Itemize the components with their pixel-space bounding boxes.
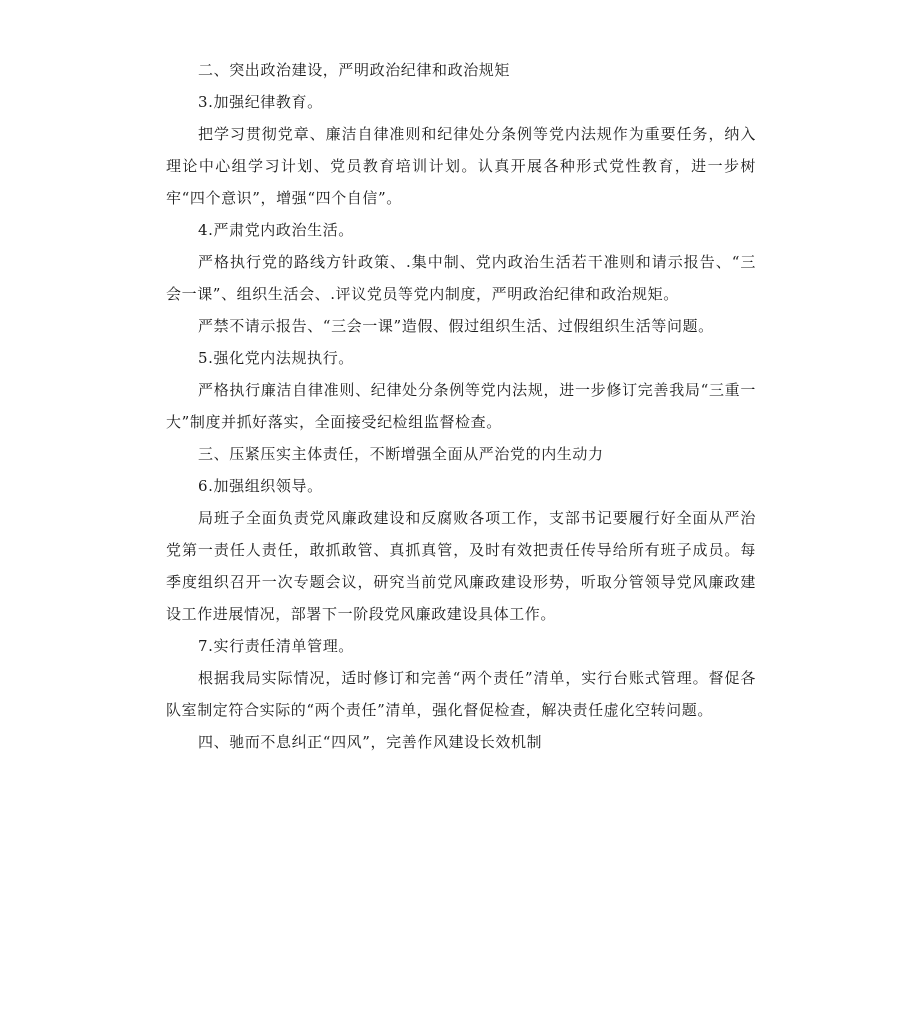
item-heading-6: 6.加强组织领导。	[198, 477, 323, 495]
paragraph-organizational-leadership: 局班子全面负责党风廉政建设和反腐败各项工作，支部书记要履行好全面从严治党第一责任人责任，敢抓敢管、真抓真管，及时有效把责任传导给所有班子成员。每季度组织召开一次专题会议，研究当前党风廉政建设形势，听取分管领导党风廉政建设工作进展情况，部署下一阶段党风廉政建设具体工作。	[166, 509, 756, 623]
section-heading-3: 三、压紧压实主体责任，不断增强全面从严治党的内生动力	[198, 445, 604, 463]
item-heading-4: 4.严肃党内政治生活。	[198, 221, 354, 239]
item-heading-5: 5.强化党内法规执行。	[198, 349, 354, 367]
section-heading-4: 四、驰而不息纠正“四风”，完善作风建设长效机制	[198, 733, 543, 751]
item-heading-7: 7.实行责任清单管理。	[198, 637, 354, 655]
document-body	[166, 54, 756, 758]
paragraph-political-life: 严格执行党的路线方针政策、.集中制、党内政治生活若干准则和请示报告、“三会一课”、组织生活会、.评议党员等党内制度，严明政治纪律和政治规矩。	[166, 253, 756, 303]
paragraph-prohibitions: 严禁不请示报告、“三会一课”造假、假过组织生活、过假组织生活等问题。	[198, 317, 714, 335]
paragraph-regulation-execution: 严格执行廉洁自律准则、纪律处分条例等党内法规，进一步修订完善我局“三重一大”制度并抓好落实，全面接受纪检组监督检查。	[166, 381, 756, 431]
paragraph-responsibility-list: 根据我局实际情况，适时修订和完善“两个责任”清单，实行台账式管理。督促各队室制定符合实际的“两个责任”清单，强化督促检查，解决责任虚化空转问题。	[166, 669, 756, 719]
paragraph-discipline-education: 把学习贯彻党章、廉洁自律准则和纪律处分条例等党内法规作为重要任务，纳入理论中心组学习计划、党员教育培训计划。认真开展各种形式党性教育，进一步树牢“四个意识”，增强“四个自信”。	[166, 125, 756, 207]
section-heading-2: 二、突出政治建设，严明政治纪律和政治规矩	[198, 61, 511, 79]
item-heading-3: 3.加强纪律教育。	[198, 93, 323, 111]
